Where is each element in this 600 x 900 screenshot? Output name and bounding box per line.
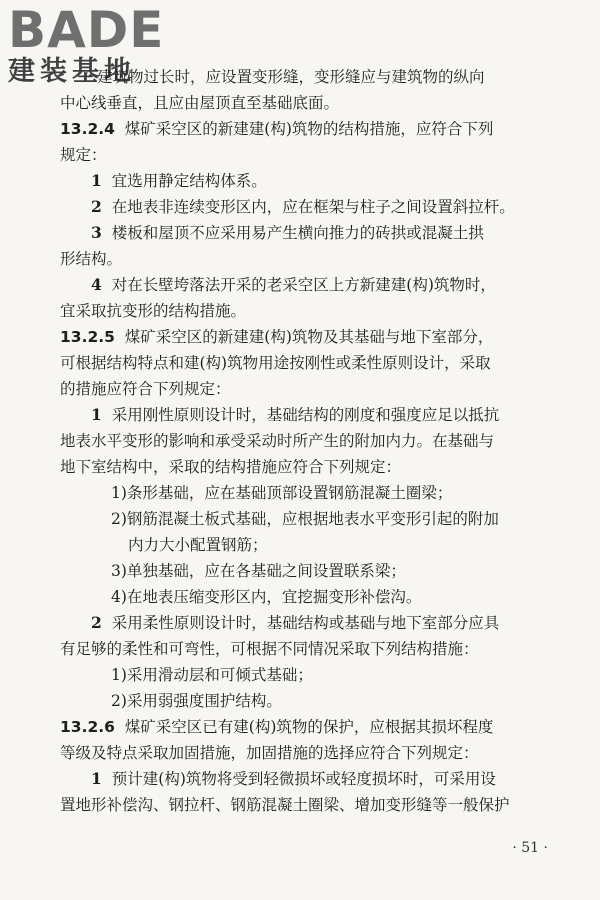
text-line: 有足够的柔性和可弯性，可根据不同情况采取下列结构措施：: [60, 640, 479, 658]
item-text: 采用刚性原则设计时，基础结构的刚度和强度应足以抵抗: [111, 406, 500, 424]
logo-chinese: 建装基地: [8, 56, 136, 87]
sub-item: 1)条形基础，应在基础顶部设置钢筋混凝土圈梁；: [111, 484, 453, 502]
item-line: [60, 272, 556, 298]
item-text: 宜选用静定结构体系。: [111, 172, 267, 190]
clause-text: 煤矿采空区已有建(构)筑物的保护，应根据其损坏程度: [124, 718, 494, 736]
clause-text: 煤矿采空区的新建建(构)筑物的结构措施，应符合下列: [124, 120, 494, 138]
text-line: 形结构。: [60, 250, 123, 268]
item-number: 1: [91, 769, 102, 788]
logo-wordmark: BADE: [8, 1, 165, 59]
item-line: [60, 194, 556, 220]
item-number: 3: [91, 223, 102, 242]
item-number: 4: [91, 275, 102, 294]
text-line: 的措施应符合下列规定：: [60, 380, 231, 398]
item-number: 2: [91, 613, 102, 632]
clause-number: 13.2.4: [60, 120, 115, 138]
sub-item: 4)在地表压缩变形区内，宜挖掘变形补偿沟。: [111, 588, 422, 606]
clause-number: 13.2.6: [60, 718, 115, 736]
item-line: [60, 402, 556, 428]
item-text: 楼板和屋顶不应采用易产生横向推力的砖拱或混凝土拱: [111, 224, 484, 242]
item-number: 1: [91, 171, 102, 190]
item-line: [60, 610, 556, 636]
text-line: 规定：: [60, 146, 107, 164]
text-line: 中心线垂直，且应由屋顶直至基础底面。: [60, 94, 340, 112]
text-line: 等级及特点采取加固措施，加固措施的选择应符合下列规定：: [60, 744, 479, 762]
text-line: 置地形补偿沟、钢拉杆、钢筋混凝土圈梁、增加变形缝等一般保护: [60, 796, 510, 814]
text-line: 建筑物过长时，应设置变形缝，变形缝应与建筑物的纵向: [97, 68, 485, 86]
clause-13-2-4: [60, 116, 556, 142]
sub-item: 3)单独基础，应在各基础之间设置联系梁；: [111, 562, 406, 580]
text-line: 宜采取抗变形的结构措施。: [60, 302, 247, 320]
sub-item: 1)采用滑动层和可倾式基础；: [111, 666, 313, 684]
text-line: 可根据结构特点和建(构)筑物用途按刚性或柔性原则设计，采取: [60, 354, 491, 372]
item-line: [60, 766, 556, 792]
item-text: 采用柔性原则设计时，基础结构或基础与地下室部分应具: [111, 614, 500, 632]
sub-item: 2)钢筋混凝土板式基础，应根据地表水平变形引起的附加: [111, 510, 499, 528]
document-body: [60, 64, 556, 818]
sub-item-continued: 内力大小配置钢筋；: [128, 536, 268, 554]
item-text: 预计建(构)筑物将受到轻微损坏或轻度损坏时，可采用设: [111, 770, 496, 788]
item-text: 对在长壁垮落法开采的老采空区上方新建建(构)筑物时，: [111, 276, 496, 294]
item-text: 在地表非连续变形区内，应在框架与柱子之间设置斜拉杆。: [111, 198, 515, 216]
page-number: · 51 ·: [512, 840, 548, 856]
clause-13-2-5: [60, 324, 556, 350]
text-line: 地表水平变形的影响和承受采动时所产生的附加内力。在基础与: [60, 432, 495, 450]
clause-text: 煤矿采空区的新建建(构)筑物及其基础与地下室部分，: [124, 328, 494, 346]
sub-item: 2)采用弱强度围护结构。: [111, 692, 282, 710]
clause-number: 13.2.5: [60, 328, 115, 346]
text-line: 地下室结构中，采取的结构措施应符合下列规定：: [60, 458, 402, 476]
clause-13-2-6: [60, 714, 556, 740]
item-number: 2: [91, 197, 102, 216]
item-line: [60, 220, 556, 246]
item-number: 1: [91, 405, 102, 424]
item-line: [60, 168, 556, 194]
